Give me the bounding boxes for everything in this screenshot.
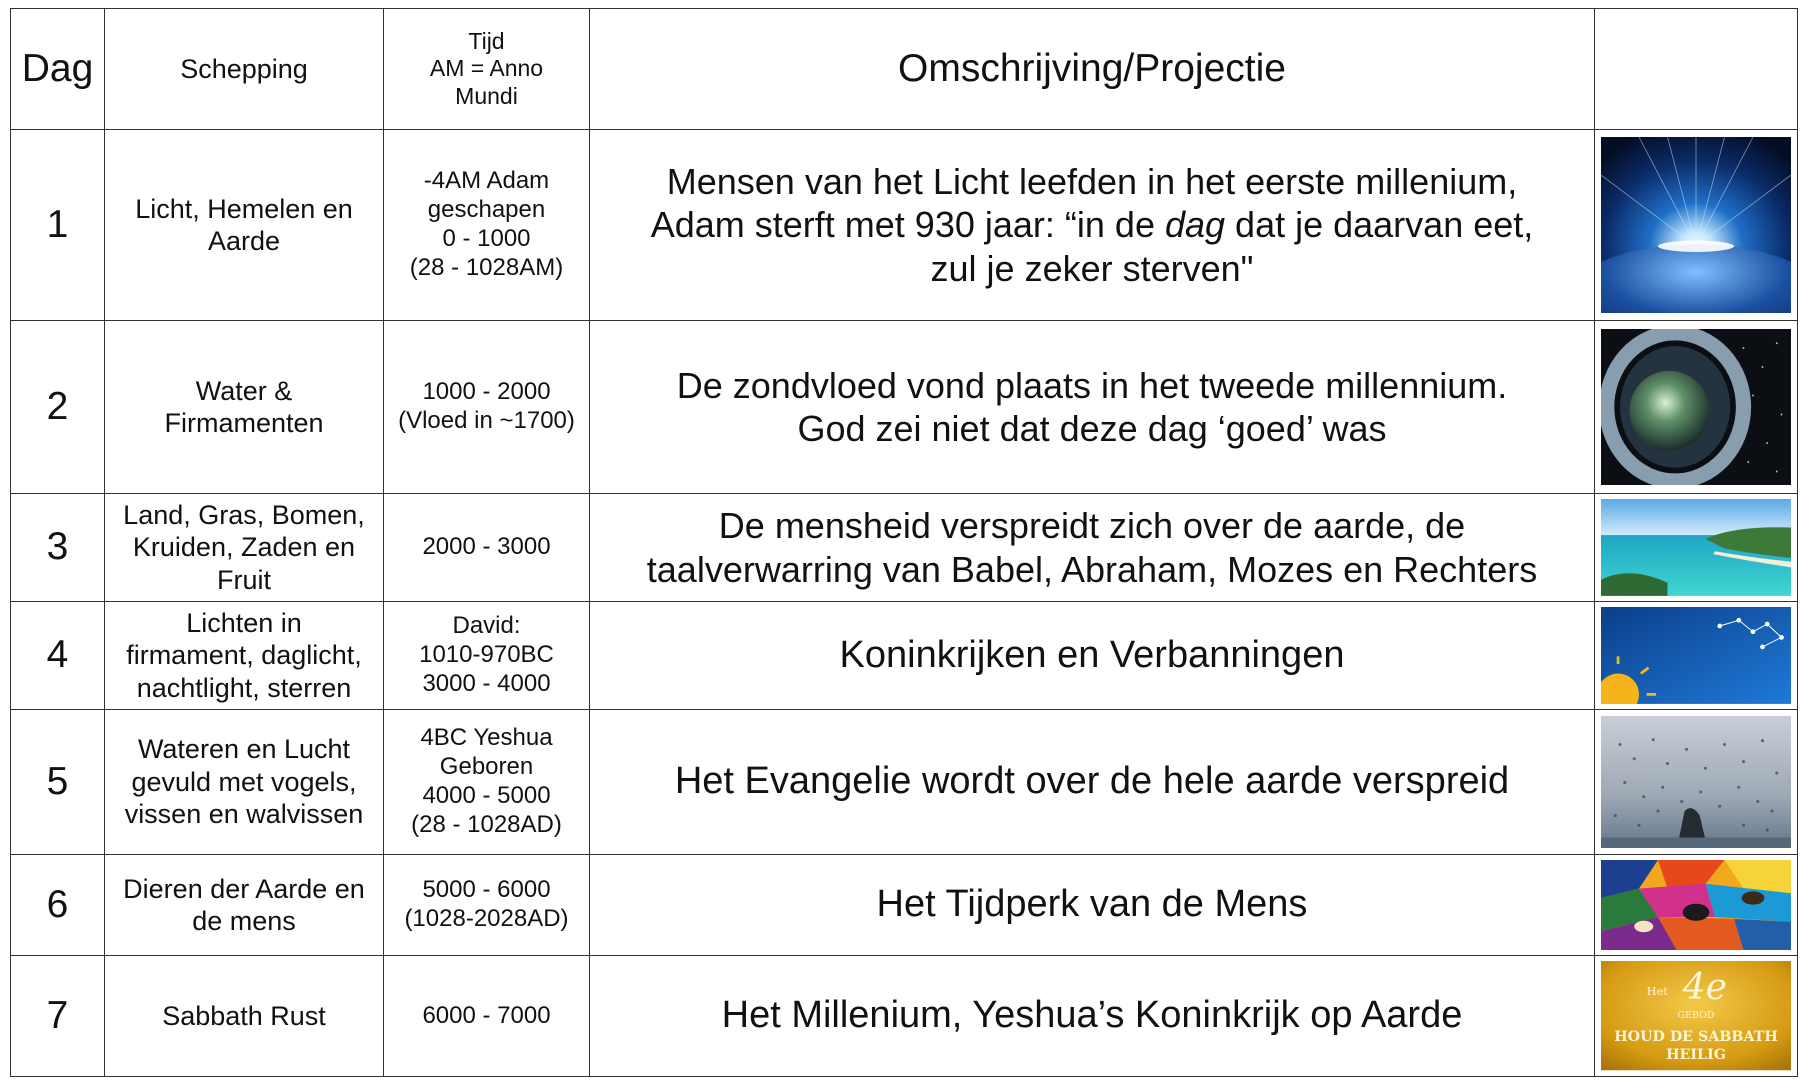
time-line: 5000 - 6000 [422,876,551,904]
table-row [11,710,1798,855]
header-tijd [384,9,590,130]
description-line: Mensen van het Licht leefden in het eerste millenium, [666,161,1518,203]
description-line [596,203,1588,246]
birds-whale-image [1601,716,1791,848]
header-schepping: Schepping [105,9,384,130]
time-cell [384,710,590,855]
image-cell [1595,494,1798,602]
time-line: 4000 - 5000 [422,782,551,809]
description-cell: Het Tijdperk van de Mens [590,855,1595,956]
creation-line: Licht, Hemelen en [135,193,353,224]
day-number: 3 [11,494,105,602]
creation-days-table [10,8,1798,1077]
description-line: God zei niet dat deze dag ‘goed’ was [797,408,1387,449]
image-cell [1595,956,1798,1077]
header-image-column [1595,9,1798,130]
time-line: (28 - 1028AM) [409,253,564,281]
time-line: (28 - 1028AD) [411,810,562,838]
day-number: 7 [11,956,105,1077]
description-emphasis: dag [1164,204,1226,246]
header-dag: Dag [11,9,105,130]
time-line: 2000 - 3000 [422,533,551,561]
header-omschrijving: Omschrijving/Projectie [590,9,1595,130]
creation-line: Dieren der Aarde en [123,873,365,904]
description-cell [590,130,1595,321]
time-line: 1000 - 2000 [422,378,551,406]
time-line: 0 - 1000 [442,225,531,252]
creation-line: firmament, daglicht, [126,640,362,671]
description-cell: Het Millenium, Yeshua’s Koninkrijk op Aarde [590,956,1595,1077]
creation-cell [105,602,384,710]
table-row [11,956,1798,1077]
description-cell [590,321,1595,494]
time-line: 4BC Yeshua [420,724,553,752]
creation-line: Lichten in [186,607,302,638]
image-cell [1595,855,1798,956]
time-line: Geboren [439,753,534,781]
description-line: taalverwarring van Babel, Abraham, Mozes en Rechters [646,548,1538,590]
creation-line: nachtlight, sterren [136,672,352,703]
time-cell [384,130,590,321]
creation-cell [105,956,384,1077]
creation-line: Wateren en Lucht [137,734,351,765]
creation-cell [105,321,384,494]
table-row [11,602,1798,710]
sabbath-line1-text: HOUD DE SABBATH [1614,1029,1778,1046]
day-number: 2 [11,321,105,494]
table-row [11,130,1798,321]
time-line: 6000 - 7000 [422,1001,551,1029]
description-cell: Het Evangelie wordt over de hele aarde verspreid [590,710,1595,855]
time-line: David: [452,612,521,640]
description-text: dat je daarvan eet, [1225,204,1534,246]
earth-water-canopy-image [1601,329,1791,486]
image-cell [1595,710,1798,855]
description-text: Adam sterft met 930 jaar: “in de [650,204,1165,246]
creation-line: vissen en walvissen [124,799,364,830]
animals-painting-image [1601,860,1791,950]
sun-moon-stars-image [1601,607,1791,704]
time-line: 1010-970BC [419,641,554,669]
creation-cell [105,855,384,956]
description-line: zul je zeker sterven" [930,247,1254,289]
time-line: (1028-2028AD) [404,905,569,932]
tropical-coast-image [1601,499,1791,596]
description-cell [590,494,1595,602]
creation-cell [105,494,384,602]
time-line: geschapen [427,196,546,224]
description-line: De mensheid verspreidt zich over de aarde, de [718,505,1466,547]
sabbath-gebod-text: GEBOD [1677,1010,1715,1022]
table-row [11,321,1798,494]
table-row [11,855,1798,956]
time-cell [384,321,590,494]
time-cell [384,855,590,956]
creation-cell [105,130,384,321]
image-cell [1595,321,1798,494]
time-cell [384,494,590,602]
sabbath-line2-text: HEILIG [1666,1047,1726,1064]
sabbath-het-text: Het [1646,984,1668,999]
creation-cell [105,710,384,855]
time-line: (Vloed in ~1700) [398,407,575,434]
creation-line: Water & [195,375,293,406]
table-header-row [11,9,1798,130]
description-cell: Koninkrijken en Verbanningen [590,602,1595,710]
creation-line: de mens [192,906,296,936]
creation-line: Firmamenten [164,408,324,438]
day-number: 5 [11,710,105,855]
header-tijd-line: AM = Anno [429,55,544,82]
header-tijd-line: Tijd [468,27,505,54]
earth-sunrise-image [1601,137,1791,313]
image-cell [1595,130,1798,321]
description-line: De zondvloed vond plaats in het tweede millennium. [676,364,1508,406]
time-cell [384,602,590,710]
sabbath-number-text: 4e [1682,966,1728,1009]
creation-line: gevuld met vogels, [131,766,357,797]
table-row [11,494,1798,602]
time-line: -4AM Adam [423,167,550,195]
time-line: 3000 - 4000 [422,669,551,697]
header-tijd-line: Mundi [455,82,518,109]
creation-line: Fruit [217,564,271,595]
day-number: 4 [11,602,105,710]
creation-line: Aarde [207,226,281,256]
creation-line: Kruiden, Zaden en [132,532,356,563]
creation-line: Land, Gras, Bomen, [123,499,365,530]
sabbath-commandment-image [1601,961,1791,1070]
day-number: 6 [11,855,105,956]
image-cell [1595,602,1798,710]
day-number: 1 [11,130,105,321]
creation-line: Sabbath Rust [162,1000,326,1031]
time-cell [384,956,590,1077]
